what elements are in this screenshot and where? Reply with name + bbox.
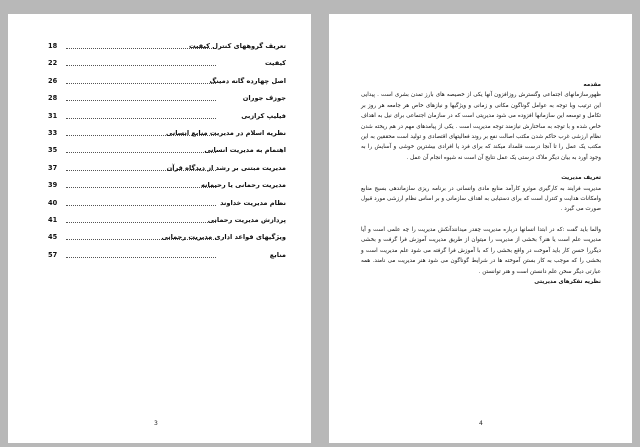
toc-title: ویژگیهای قواعد اداری مدیریت رحمانی xyxy=(161,233,286,242)
toc-page-number: 31 xyxy=(48,111,58,120)
toc-title: جوزف جوران xyxy=(242,94,286,103)
toc-page-number: 35 xyxy=(48,146,58,155)
toc-page-number: 28 xyxy=(48,94,58,103)
toc-page-number: 22 xyxy=(48,59,58,68)
toc-page-number: 45 xyxy=(48,233,58,242)
left-page xyxy=(8,14,311,443)
toc-leader-dots xyxy=(66,187,216,188)
toc-title: فیلیپ کرازبی xyxy=(241,111,286,120)
toc-leader-dots xyxy=(66,222,216,223)
toc-entry xyxy=(48,181,286,198)
toc-page-number: 37 xyxy=(48,163,58,172)
table-of-contents xyxy=(48,42,286,268)
paragraph-science-or-art: والما باید گفت :که در ابتدا انسانها درباره مدیریت چقدر میدانندآنکش مدیریت را چه علمی است و آیا مدیریت علم است یا هنر؟ بخشی از مدیریت را میتوان از طریق مدیریت آموزش فرا گرفت و بخشی دیگررا حسن کار باید آموخت در واقع بخشی را که با آموزش فرا گرفته می شود علم مدیریت است و بخشی را که موجب به کار بستن آموخته ها در شرایط گوناگون می شود هنر مدیریت می نامند. همه عبارتی دیگر سخن علم دانستن است و هنر توانستن . xyxy=(361,226,601,275)
toc-entry xyxy=(48,42,286,59)
toc-leader-dots xyxy=(66,118,216,119)
toc-leader-dots xyxy=(66,65,216,66)
heading-introduction: مقدمه xyxy=(583,82,601,88)
toc-title: پردازش مدیریت رحمانی xyxy=(207,215,286,224)
toc-title: اصل چهارده گانه دمینگ xyxy=(209,76,286,85)
toc-entry xyxy=(48,112,286,129)
right-page xyxy=(329,14,632,443)
toc-entry xyxy=(48,199,286,216)
toc-entry xyxy=(48,251,286,268)
toc-leader-dots xyxy=(66,205,216,206)
toc-leader-dots xyxy=(66,152,216,153)
toc-page-number: 40 xyxy=(48,198,58,207)
toc-entry xyxy=(48,146,286,163)
toc-page-number: 18 xyxy=(48,42,58,50)
toc-leader-dots xyxy=(66,257,216,258)
toc-entry xyxy=(48,129,286,146)
toc-page-number: 26 xyxy=(48,76,58,85)
toc-entry xyxy=(48,94,286,111)
toc-page-number: 57 xyxy=(48,250,58,259)
toc-title: مدیریت مبتنی بر رشد از دیدگاه قرآن xyxy=(166,163,286,172)
toc-title: کیفیت xyxy=(265,59,286,68)
toc-title: نظریه اسلام در مدیریت منابع انسانی xyxy=(166,128,286,137)
heading-management-definition: تعریف مدیریت xyxy=(561,175,601,182)
page-number-left: 3 xyxy=(154,420,158,427)
toc-page-number: 41 xyxy=(48,215,58,224)
toc-title: منابع xyxy=(269,250,286,259)
toc-entry xyxy=(48,77,286,94)
page-number-right: 4 xyxy=(479,420,483,427)
toc-leader-dots xyxy=(66,100,216,101)
toc-title: تعریف گروههای کنترل کیفیت xyxy=(189,42,286,50)
toc-page-number: 39 xyxy=(48,181,58,190)
body-text xyxy=(361,80,601,287)
toc-title: مدیریت رحمانی یا رحیمانه xyxy=(201,181,286,190)
toc-title: نظام مدیریت خداوند xyxy=(220,198,286,207)
toc-entry xyxy=(48,233,286,250)
heading-management-theories: نظریه تفکرهای مدیریتی xyxy=(534,278,601,285)
toc-title: اهتمام به مدیریت انسانی xyxy=(204,146,286,155)
paragraph-introduction: ظهورسازمانهای اجتماعی وگسترش روزافزون آنها یکی از خصیصه های بارز تمدن بشری است . پیدایی این ترتیب وبا توجه به عوامل گوناگون مکانی و زمانی و ویژگیها و نیازهای خاص هر جامعه هر روز بر تکامل و توسعه این سازمانها افزوده می شود مدیریتی است که در سازمان اجتماعی برای نیل به اهداف خاص شده و با توجه به ساختارش نیازمند توجه مدیریت است . یکی از پیامدهای مهم در هم ریخته شدن نظام ارزشی غرب حاکم شدن مکتب اصالت نفع بر روند فعالیتهای اقتصادی و تولید است محققین به این مکتب یک عمل را تا آنجا درست قلمداد میکند که برای فرد یا افرادی بیشترین خوشی و آسایش را به وجود آورد به بیان دیگر ملاک درستی یک عمل نتایج آن است نه شیوه انجام آن عمل . xyxy=(361,92,601,161)
toc-entry xyxy=(48,164,286,181)
toc-entry xyxy=(48,216,286,233)
toc-entry xyxy=(48,59,286,76)
toc-page-number: 33 xyxy=(48,128,58,137)
paragraph-management-definition: مدیریت فرایند به کارگیری موثرو کارآمد منابع مادی وانسانی در برنامه ریزی سازماندهی بسیج منابع وامکانات هدایت و کنترل است که برای دستیابی به اهداف سازمانی و بر اساس نظام ارزشی مورد قبول صورت می گیرد . xyxy=(361,185,601,213)
toc-leader-dots xyxy=(66,83,216,84)
